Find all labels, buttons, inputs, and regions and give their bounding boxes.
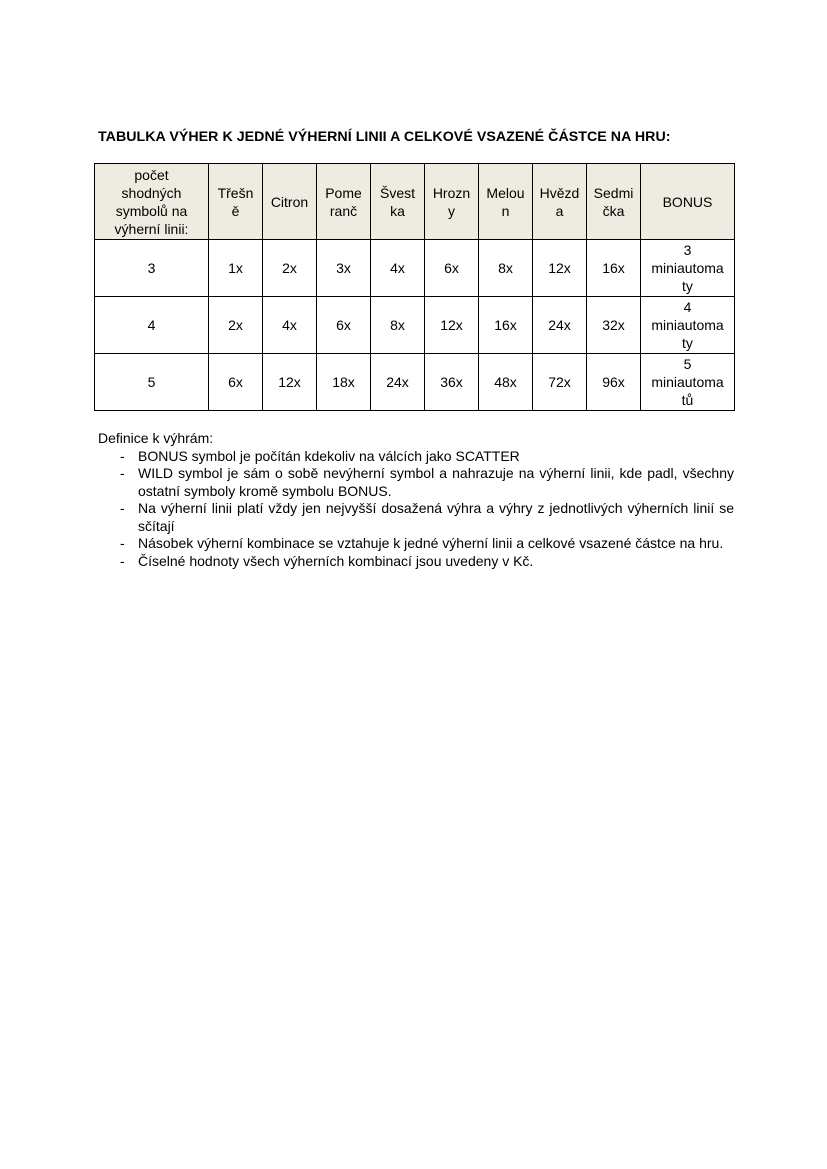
header-line: ka [390,202,405,219]
definition-item [98,465,734,500]
bullet-dash-icon: - [120,465,125,481]
cell-value: 2x [209,297,263,354]
header-line: Citron [270,193,309,210]
cell-count: 3 [95,240,209,297]
header-line: Sedmi [593,184,634,201]
header-line: BONUS [662,193,713,210]
cell-value: 12x [533,240,587,297]
cell-value: 16x [479,297,533,354]
cell-count: 5 [95,354,209,411]
definition-text: WILD symbol je sám o sobě nevýherní symbol a nahrazuje na výherní linii, kde padl, všechny ostatní symboly kromě symbolu BONUS. [138,465,734,499]
header-bonus [641,164,735,240]
header-line: Švest [379,184,415,201]
cell-count: 4 [95,297,209,354]
cell-value: 36x [425,354,479,411]
definitions-heading: Definice k výhrám: [98,430,214,446]
header-line: n [501,202,510,219]
cell-value: 32x [587,297,641,354]
header-line: Hvězd [539,184,580,201]
table-row [95,297,735,354]
header-line: shodných [121,184,182,201]
cell-bonus [641,240,735,297]
cell-value: 72x [533,354,587,411]
header-line: výherní linii: [114,220,189,237]
cell-value: 6x [425,240,479,297]
cell-value: 4x [263,297,317,354]
header-citron [263,164,317,240]
bullet-dash-icon: - [120,552,125,569]
cell-value: 24x [533,297,587,354]
cell-value: 12x [263,354,317,411]
definition-text: BONUS symbol je počítán kdekoliv na válcích jako SCATTER [138,447,520,464]
header-sedmicka [587,164,641,240]
table-row [95,240,735,297]
header-tresne [209,164,263,240]
header-line: čka [602,202,625,219]
header-line: Hrozn [432,184,471,201]
header-meloun [479,164,533,240]
bullet-dash-icon: - [120,447,125,464]
header-line: Melou [486,184,525,201]
cell-value: 96x [587,354,641,411]
header-line: y [448,202,455,219]
header-line: a [555,202,564,219]
payout-table [94,163,735,411]
header-line: ě [231,202,240,219]
definition-item [98,535,734,553]
cell-value: 3x [317,240,371,297]
definition-item [98,448,734,466]
header-line: Třešn [217,184,254,201]
bonus-line: miniautoma [651,317,724,333]
cell-value: 2x [263,240,317,297]
bonus-line: miniautoma [651,374,724,390]
definition-text: Číselné hodnoty všech výherních kombinací jsou uvedeny v Kč. [138,552,534,569]
cell-value: 6x [209,354,263,411]
header-hrozny [425,164,479,240]
header-symbol-count [95,164,209,240]
header-pomeranc [317,164,371,240]
document-title: TABULKA VÝHER K JEDNÉ VÝHERNÍ LINII A CELKOVÉ VSAZENÉ ČÁSTCE NA HRU: [98,129,671,145]
cell-value: 6x [317,297,371,354]
header-svestka [371,164,425,240]
bonus-line: 4 [683,299,692,315]
bonus-line: miniautoma [651,260,724,276]
cell-bonus [641,354,735,411]
header-hvezda [533,164,587,240]
header-line: Pome [325,184,362,201]
bonus-line: ty [682,335,693,351]
bonus-line: 5 [683,356,692,372]
definition-item [98,553,734,571]
header-line: ranč [329,202,358,219]
definition-text: Na výherní linii platí vždy jen nejvyšší dosažená výhra a výhry z jednotlivých výherních linií se sčítají [138,500,734,534]
cell-bonus [641,297,735,354]
definitions-list [98,448,734,571]
cell-value: 8x [479,240,533,297]
cell-value: 8x [371,297,425,354]
table-header-row [95,164,735,240]
bonus-line: 3 [683,242,692,258]
definition-text: Násobek výherní kombinace se vztahuje k jedné výherní linii a celkové vsazené částce na hru. [138,535,724,551]
bullet-dash-icon: - [120,500,125,516]
cell-value: 4x [371,240,425,297]
cell-value: 12x [425,297,479,354]
bullet-dash-icon: - [120,535,125,551]
cell-value: 1x [209,240,263,297]
definitions-section [98,430,734,570]
cell-value: 48x [479,354,533,411]
header-line: symbolů na [115,202,188,219]
cell-value: 16x [587,240,641,297]
cell-value: 24x [371,354,425,411]
header-line: počet [134,166,169,183]
bonus-line: ty [682,278,693,294]
definition-item [98,500,734,535]
bonus-line: tů [681,392,694,408]
cell-value: 18x [317,354,371,411]
table-row [95,354,735,411]
